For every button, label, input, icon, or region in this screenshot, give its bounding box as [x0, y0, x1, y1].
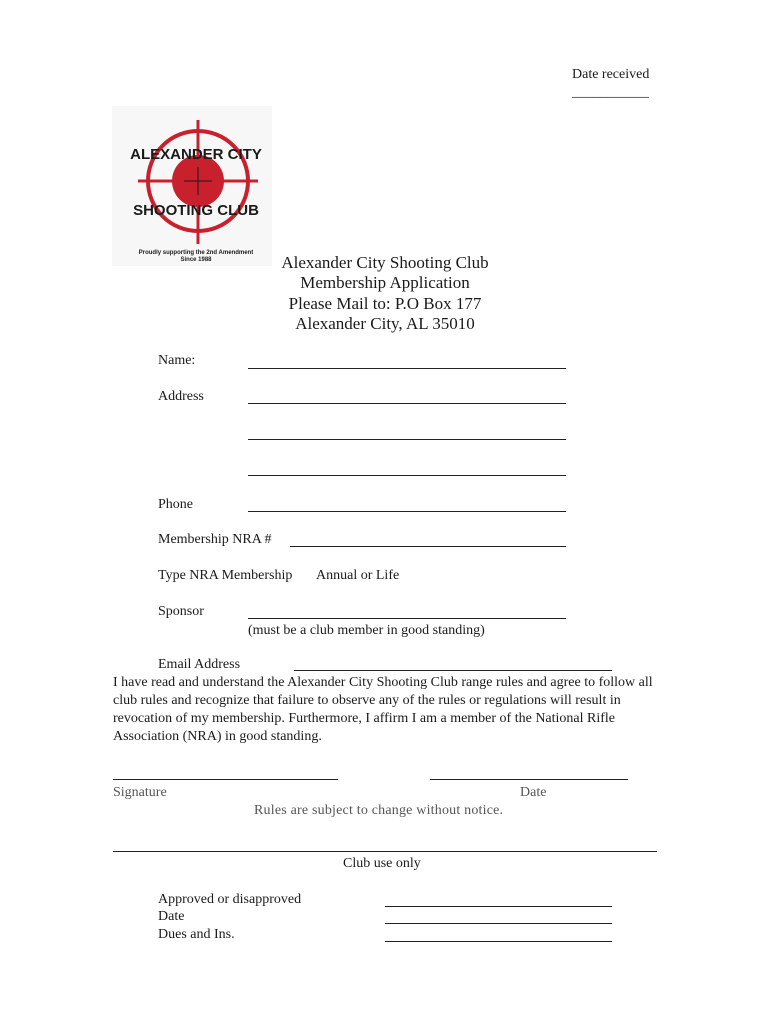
logo-tagline1: Proudly supporting the 2nd Amendment: [138, 250, 254, 256]
name-label: Name:: [158, 353, 196, 368]
signature-field[interactable]: [113, 779, 338, 780]
logo-line1: ALEXANDER CITY: [130, 146, 262, 163]
address-label: Address: [158, 389, 204, 404]
email-field[interactable]: [294, 670, 612, 671]
phone-label: Phone: [158, 497, 193, 512]
name-field[interactable]: [248, 368, 566, 369]
logo-line2: SHOOTING CLUB: [133, 202, 259, 219]
club-use-title: Club use only: [343, 856, 421, 871]
signature-label: Signature: [113, 785, 167, 800]
signature-date-field[interactable]: [430, 779, 628, 780]
date-received-line: ___________: [572, 85, 649, 100]
sponsor-field[interactable]: [248, 618, 566, 619]
type-nra-label: Type NRA Membership: [158, 568, 293, 583]
club-use-divider: [113, 851, 657, 852]
club-date-field[interactable]: [385, 923, 612, 924]
crosshair-logo-icon: [112, 106, 272, 266]
club-date-label: Date: [158, 909, 185, 924]
mail-address: Alexander City, AL 35010: [295, 314, 475, 333]
approved-label: Approved or disapproved: [158, 892, 302, 907]
rules-note: Rules are subject to change without notice.: [254, 803, 504, 818]
signature-date-label: Date: [520, 785, 547, 800]
logo-tagline2: Since 1988: [180, 257, 212, 263]
form-title: Membership Application: [300, 273, 470, 292]
phone-field[interactable]: [248, 511, 566, 512]
address-field-3[interactable]: [248, 475, 566, 476]
membership-nra-label: Membership NRA #: [158, 532, 272, 547]
address-field-2[interactable]: [248, 439, 566, 440]
date-received-label: Date received: [572, 67, 650, 82]
approved-field[interactable]: [385, 906, 612, 907]
sponsor-note: (must be a club member in good standing): [248, 623, 485, 638]
dues-field[interactable]: [385, 941, 612, 942]
mail-to: Please Mail to: P.O Box 177: [288, 294, 482, 313]
club-title: Alexander City Shooting Club: [281, 253, 489, 272]
membership-nra-field[interactable]: [290, 546, 566, 547]
agreement-text: I have read and understand the Alexander City Shooting Club range rules and agree to follow all club rules and recognize that failure to observe any of the rules or regulations will result in revocation of my membership. Furthermore, I affirm I am a member of the National Rifle Association (NRA) in good standing.: [113, 675, 653, 744]
club-logo: [112, 106, 272, 266]
dues-label: Dues and Ins.: [158, 927, 235, 942]
sponsor-label: Sponsor: [158, 604, 204, 619]
address-field-1[interactable]: [248, 403, 566, 404]
email-label: Email Address: [158, 657, 241, 672]
type-nra-options[interactable]: Annual or Life: [316, 568, 400, 583]
